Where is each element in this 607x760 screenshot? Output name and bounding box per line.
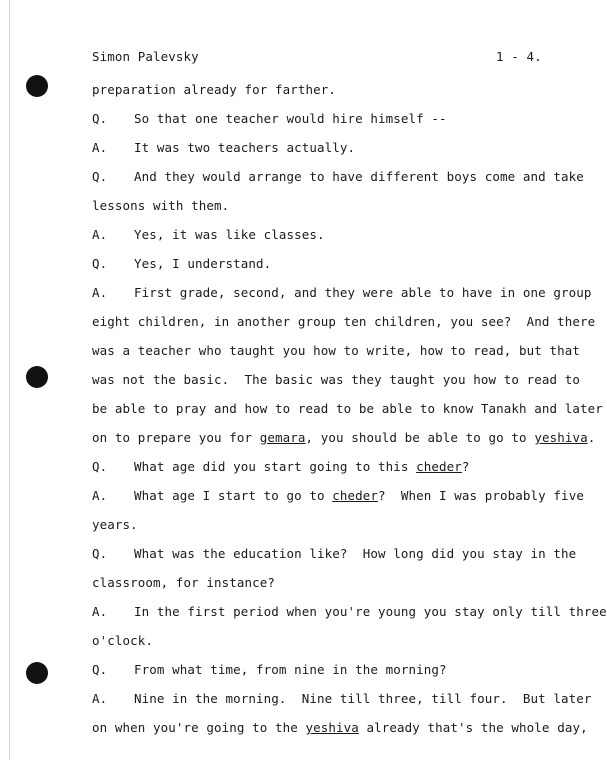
answer-marker: A.: [92, 488, 108, 503]
transcript-line: [92, 82, 336, 98]
transcript-line: [92, 314, 595, 330]
line-text: classroom, for instance?: [92, 575, 276, 590]
answer-marker: A.: [92, 285, 108, 300]
line-text: years.: [92, 517, 138, 532]
transcript-line: [92, 343, 580, 359]
transcript-line: [92, 459, 470, 475]
line-text: on to prepare you for: [92, 430, 260, 445]
transcript-line: [92, 372, 580, 388]
question-marker: Q.: [92, 256, 108, 271]
line-text: .: [587, 430, 596, 445]
underlined-term: yeshiva: [534, 430, 588, 445]
answer-marker: A.: [92, 604, 108, 619]
transcript-line: [92, 169, 584, 185]
transcript-line: [92, 140, 355, 156]
line-text: o'clock.: [92, 633, 154, 648]
line-text: It was two teachers actually.: [134, 140, 356, 155]
line-text: And they would arrange to have different boys come and take: [134, 169, 584, 184]
line-text: Nine in the morning. Nine till three, till four. But later: [134, 691, 592, 706]
line-text: , you should be able to go to: [305, 430, 535, 445]
line-text: preparation already for farther.: [92, 82, 337, 97]
answer-marker: A.: [92, 140, 108, 155]
page-edge-line: [9, 0, 10, 760]
line-text: From what time, from nine in the morning?: [134, 662, 447, 677]
underlined-term: yeshiva: [305, 720, 359, 735]
transcript-line: [92, 227, 325, 243]
line-text: be able to pray and how to read to be able to know Tanakh and later: [92, 401, 603, 416]
line-text: on when you're going to the: [92, 720, 306, 735]
underlined-term: cheder: [416, 459, 462, 474]
line-text: What age did you start going to this: [134, 459, 417, 474]
answer-marker: A.: [92, 227, 108, 242]
line-text: What was the education like? How long did you stay in the: [134, 546, 577, 561]
transcript-line: [92, 633, 153, 649]
answer-marker: A.: [92, 691, 108, 706]
transcript-line: [92, 604, 607, 620]
line-text: Yes, I understand.: [134, 256, 272, 271]
transcript-line: [92, 720, 588, 736]
transcript-line: [92, 546, 576, 562]
transcript-line: [92, 691, 592, 707]
punch-hole: [26, 662, 48, 684]
transcript-line: [92, 401, 603, 417]
transcript-line: [92, 111, 447, 127]
transcript-line: [92, 575, 275, 591]
underlined-term: gemara: [259, 430, 306, 445]
transcript-line: [92, 256, 271, 272]
line-text: First grade, second, and they were able to have in one group: [134, 285, 592, 300]
page-number: 1 - 4.: [496, 49, 542, 64]
transcript-line: [92, 662, 447, 678]
punch-hole: [26, 75, 48, 97]
question-marker: Q.: [92, 459, 108, 474]
line-text: In the first period when you're young you stay only till three: [134, 604, 607, 619]
line-text: already that's the whole day,: [358, 720, 588, 735]
transcript-line: [92, 198, 229, 214]
punch-hole: [26, 366, 48, 388]
line-text: was a teacher who taught you how to write, how to read, but that: [92, 343, 581, 358]
line-text: eight children, in another group ten children, you see? And there: [92, 314, 596, 329]
speaker-name: Simon Palevsky: [92, 49, 199, 64]
question-marker: Q.: [92, 546, 108, 561]
line-text: was not the basic. The basic was they taught you how to read to: [92, 372, 581, 387]
underlined-term: cheder: [332, 488, 379, 503]
question-marker: Q.: [92, 111, 108, 126]
question-marker: Q.: [92, 169, 108, 184]
line-text: ?: [461, 459, 470, 474]
line-text: ? When I was probably five: [378, 488, 584, 503]
transcript-line: [92, 285, 592, 301]
transcript-line: [92, 430, 595, 446]
transcript-line: [92, 488, 584, 504]
transcript-line: [92, 517, 138, 533]
line-text: So that one teacher would hire himself --: [134, 111, 447, 126]
question-marker: Q.: [92, 662, 108, 677]
line-text: lessons with them.: [92, 198, 230, 213]
line-text: Yes, it was like classes.: [134, 227, 325, 242]
line-text: What age I start to go to: [134, 488, 333, 503]
